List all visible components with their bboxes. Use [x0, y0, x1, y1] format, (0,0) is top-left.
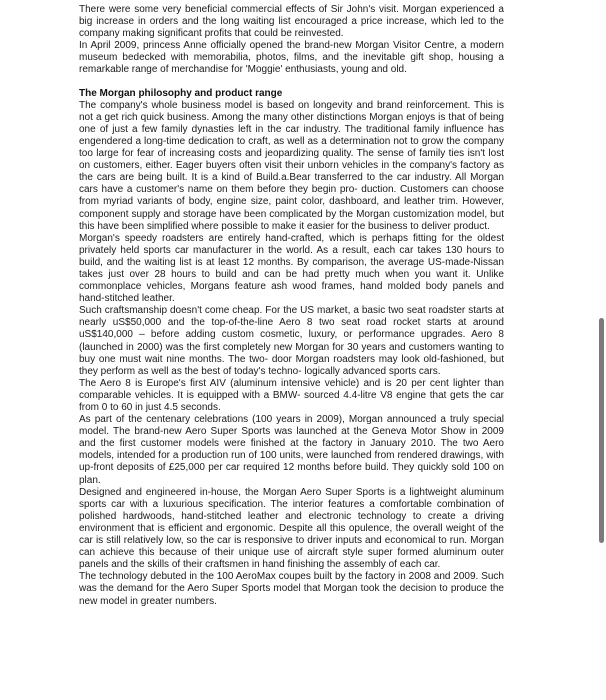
scrollbar-thumb[interactable] [599, 318, 604, 543]
paragraph-gap [79, 77, 504, 88]
paragraph: The company's whole business model is based on longevity and brand reinforcement. This is not a get rich quick business. Among the many other distinctions Morgan enjoys is that of being one of just a few family dynasties left in the car industry. The traditional family influence has engendered a long-time dedication to craft, as well as a determination not to grow the company too large for fear of increasing costs and jeopardizing quality. The sense of family ties isn't lost on customers, either. Eager buyers often visit their unborn vehicles in the company's factory as the cars are being built. It is a kind of Build.a.Bear transferred to the car industry. All Morgan cars have a customer's name on them before they begin pro- duction. Customers can choose from myriad variants of body, engine size, paint color, dashboard, and leather trim. However, component supply and storage have been complicated by the Morgan customization model, but this have been simplified where possible to make it easier for the business to deliver product. [79, 99, 504, 232]
paragraph: Morgan's speedy roadsters are entirely hand-crafted, which is perhaps fitting for the oldest privately held sports car manufacturer in the world. As a result, each car takes 130 hours to build, and the waiting list is at least 12 months. By comparison, the average US-made-Nissan takes just over 28 hours to build and can be had pretty much when you want it. Unlike commonplace vehicles, Morgans feature ash wood frames, hand molded body panels and hand-stitched leather. [79, 232, 504, 305]
paragraph: There were some very beneficial commercial effects of Sir John's visit. Morgan experienced a big increase in orders and the long waiting list encouraged a price increase, which led to the company making significant profits that could be reinvested. [79, 4, 504, 40]
paragraph: Such craftsmanship doesn't come cheap. For the US market, a basic two seat roadster starts at nearly uS$50,000 and the top-of-the-line Aero 8 two seat road rocket starts at around uS$140,000 – before adding custom cosmetic, luxury, or performance upgrades. Aero 8 (launched in 2000) was the first completely new Morgan for 30 years and customers wanting to buy one must wait nine months. The two- door Morgan roadsters may look old-fashioned, but they perform as well as the best of today's techno- logically advanced sports cars. [79, 305, 504, 377]
paragraph: The technology debuted in the 100 AeroMax coupes built by the factory in 2008 and 2009. Such was the demand for the Aero Super Sports model that Morgan took the decision to produce the new model in greater numbers. [79, 571, 504, 607]
document-body [79, 4, 504, 608]
paragraph: Designed and engineered in-house, the Morgan Aero Super Sports is a lightweight aluminum sports car with a luxurious specification. The interior features a comfortable combination of polished hardwoods, hand-stitched leather and electronic technology to create a driving environment that is efficient and ergonomic. Despite all this opulence, the overall weight of the car is still relatively low, so the car is responsive to driver inputs and economical to run. Morgan can achieve this because of their unique use of aircraft style super formed aluminum outer panels and the skills of their craftsmen in hand finishing the assembly of each car. [79, 486, 504, 571]
paragraph: As part of the centenary celebrations (100 years in 2009), Morgan announced a truly special model. The brand-new Aero Super Sports was launched at the Geneva Motor Show in 2009 and the first customer models were finished at the factory in January 2010. The two Aero models, intended for a production run of 100 units, were launched from rendered drawings, with up-front deposits of £25,000 per car required 12 months before build. They quickly sold 100 on plan. [79, 414, 504, 486]
paragraph: In April 2009, princess Anne officially opened the brand-new Morgan Visitor Centre, a modern museum bedecked with memorabilia, photos, films, and the inevitable gift shop, housing a remarkable range of merchandise for 'Moggie' enthusiasts, young and old. [79, 40, 504, 76]
paragraph: The Aero 8 is Europe's first AIV (aluminum intensive vehicle) and is 20 per cent lighter than comparable vehicles. It is equipped with a BMW- sourced 4.4-litre V8 engine that gets the car from 0 to 60 in just 4.5 seconds. [79, 377, 504, 413]
vertical-scrollbar[interactable] [599, 0, 604, 700]
section-heading: The Morgan philosophy and product range [79, 87, 283, 99]
